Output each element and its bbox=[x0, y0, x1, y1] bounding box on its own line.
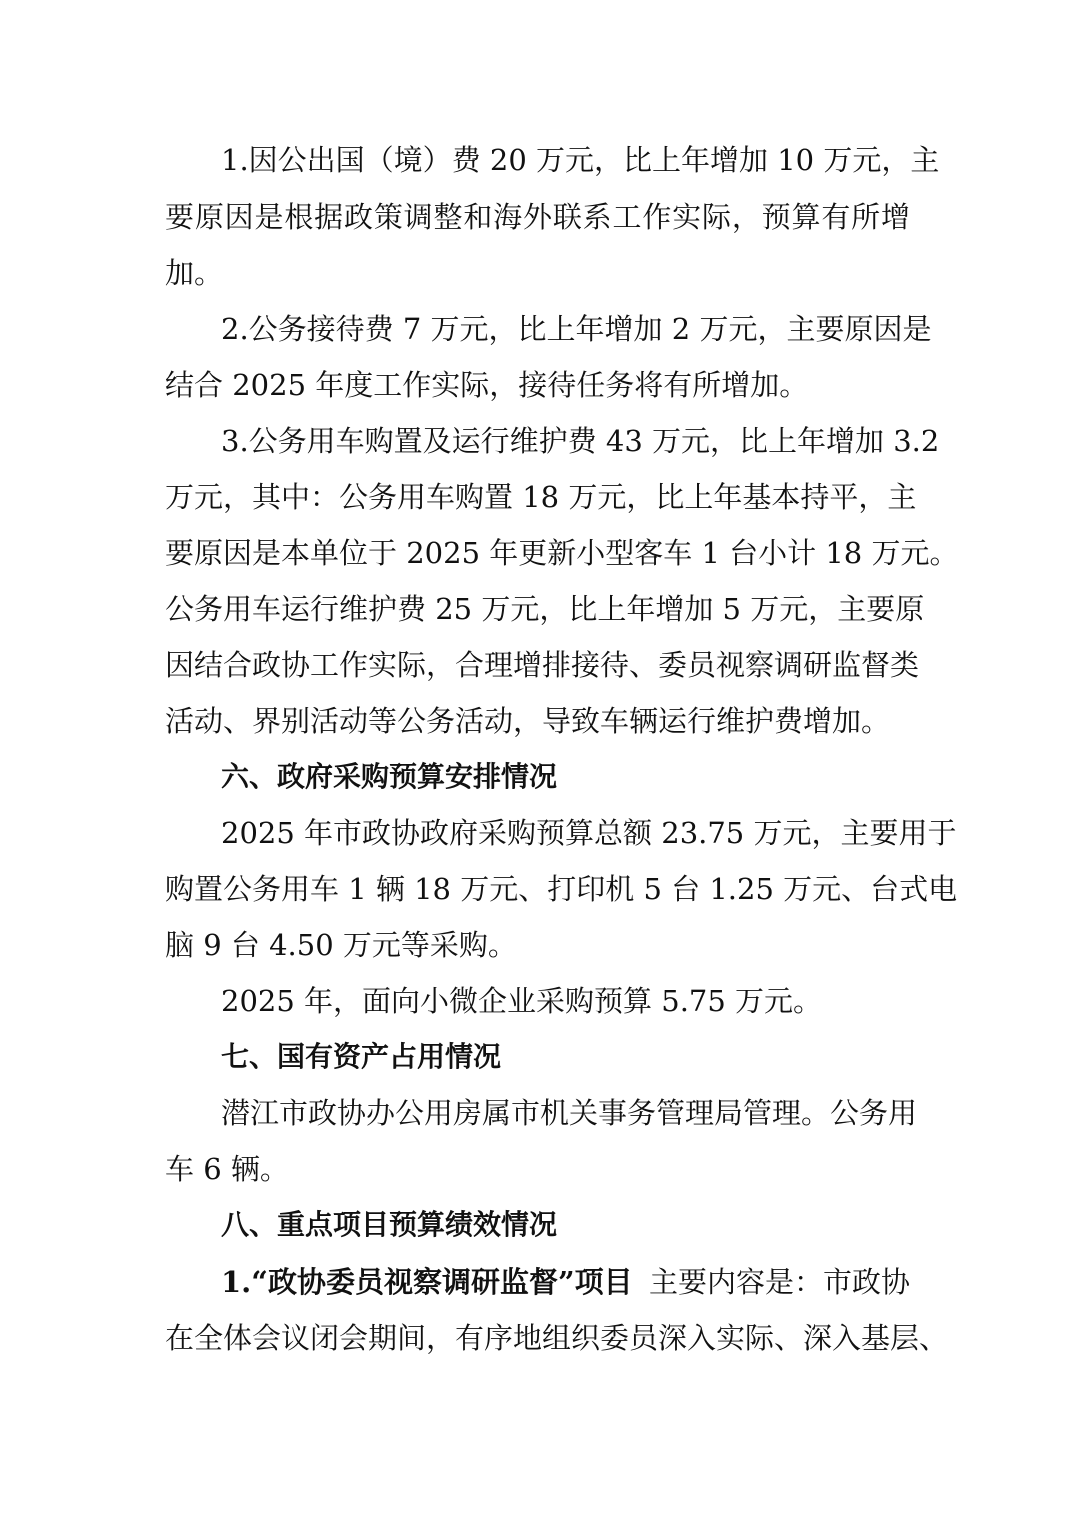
paragraph-line: 加。 bbox=[165, 256, 224, 290]
paragraph-line: 2.公务接待费 7 万元，比上年增加 2 万元，主要原因是 bbox=[221, 312, 932, 346]
paragraph-line: 公务用车运行维护费 25 万元，比上年增加 5 万元，主要原 bbox=[165, 592, 925, 626]
paragraph-line: 2025 年，面向小微企业采购预算 5.75 万元。 bbox=[221, 984, 823, 1018]
section-heading: 七、国有资产占用情况 bbox=[221, 1040, 502, 1073]
paragraph-line: 万元，其中：公务用车购置 18 万元，比上年基本持平，主 bbox=[165, 480, 917, 514]
section-heading: 八、重点项目预算绩效情况 bbox=[221, 1208, 558, 1241]
section-heading: 六、政府采购预算安排情况 bbox=[221, 760, 558, 793]
paragraph-line: 在全体会议闭会期间，有序地组织委员深入实际、深入基层、 bbox=[165, 1321, 949, 1355]
paragraph-line: 因结合政协工作实际，合理增排接待、委员视察调研监督类 bbox=[165, 648, 920, 682]
paragraph-line: 2025 年市政协政府采购预算总额 23.75 万元，主要用于 bbox=[221, 816, 957, 850]
paragraph-line: 活动、界别活动等公务活动，导致车辆运行维护费增加。 bbox=[165, 704, 891, 738]
project-title: 1.“政协委员视察调研监督”项目 bbox=[221, 1265, 633, 1299]
paragraph-line: 脑 9 台 4.50 万元等采购。 bbox=[165, 928, 517, 962]
paragraph-line: 结合 2025 年度工作实际，接待任务将有所增加。 bbox=[165, 368, 809, 402]
paragraph-line: 购置公务用车 1 辆 18 万元、打印机 5 台 1.25 万元、台式电 bbox=[165, 872, 958, 906]
paragraph-line: 3.公务用车购置及运行维护费 43 万元，比上年增加 3.2 bbox=[221, 424, 940, 458]
paragraph-line: 车 6 辆。 bbox=[165, 1152, 289, 1186]
paragraph-line: 要原因是本单位于 2025 年更新小型客车 1 台小计 18 万元。 bbox=[165, 536, 959, 570]
project-description: 主要内容是：市政协 bbox=[648, 1265, 910, 1299]
paragraph-line: 潜江市政协办公用房属市机关事务管理局管理。公务用 bbox=[221, 1096, 918, 1130]
paragraph-line: 1.因公出国（境）费 20 万元，比上年增加 10 万元，主 bbox=[221, 143, 940, 177]
paragraph-line: 要原因是根据政策调整和海外联系工作实际，预算有所增 bbox=[165, 200, 910, 234]
paragraph-line bbox=[221, 1262, 910, 1302]
